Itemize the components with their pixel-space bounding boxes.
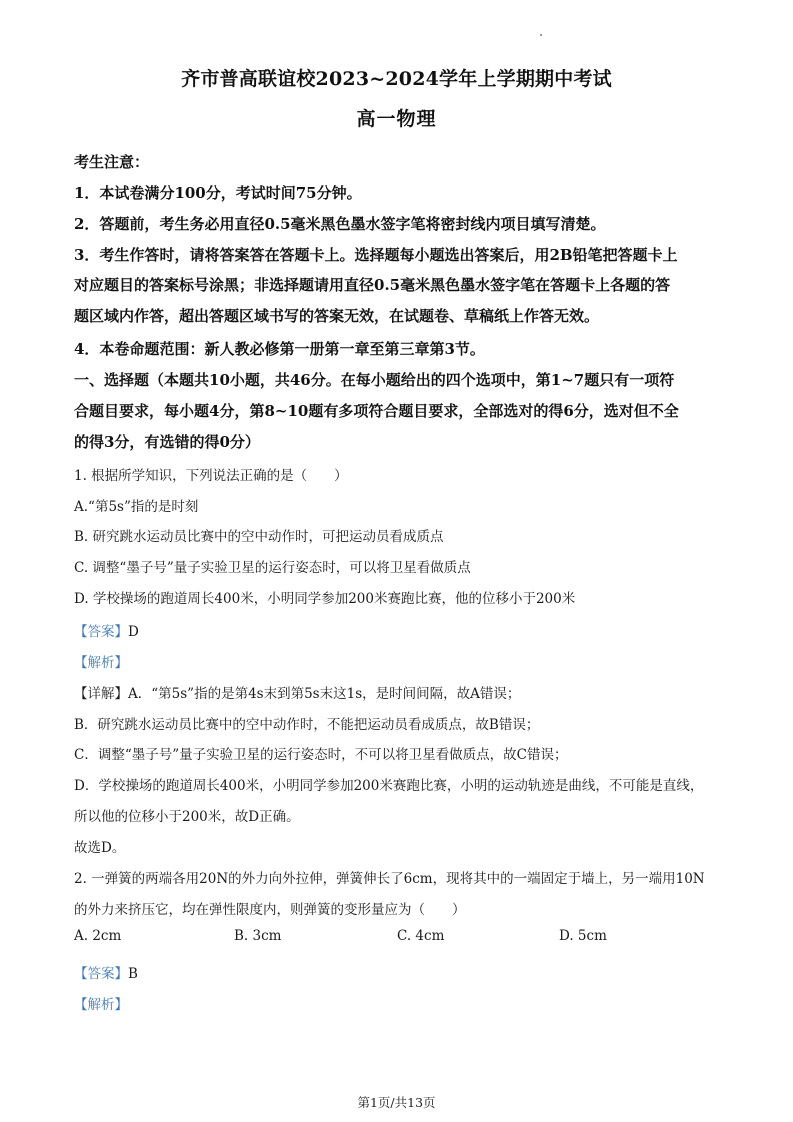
notice-item-4: 4．本卷命题范围：新人教必修第一册第一章至第三章第3节。 <box>74 340 485 358</box>
section-heading-line-1: 一、选择题（本题共10小题，共46分。在每小题给出的四个选项中，第1~7题只有一项符 <box>74 371 675 389</box>
exam-title: 齐市普高联谊校2023~2024学年上学期期中考试 <box>181 68 612 90</box>
q2-option-a: A. 2cm <box>74 928 122 944</box>
q1-option-b: B. 研究跳水运动员比赛中的空中动作时，可把运动员看成质点 <box>74 529 444 545</box>
exam-subject: 高一物理 <box>356 108 437 130</box>
q1-option-c: C. 调整“墨子号”量子实验卫星的运行姿态时，可以将卫星看做质点 <box>74 560 471 576</box>
answer-value: B <box>128 966 138 982</box>
q2-option-b: B. 3cm <box>234 928 282 944</box>
q1-detail-d-line-2: 所以他的位移小于200米，故D正确。 <box>74 809 300 825</box>
detail-a-text: A．“第5s”指的是第4s末到第5s末这1s，是时间间隔，故A错误； <box>128 686 521 702</box>
q1-analysis-label: 【解析】 <box>74 655 128 671</box>
q1-detail-a <box>74 682 520 702</box>
notice-item-3-line-2: 对应题目的答案标号涂黑；非选择题请用直径0.5毫米黑色墨水签字笔在答题卡上各题的答 <box>74 276 671 294</box>
q2-analysis-label: 【解析】 <box>74 997 128 1013</box>
answer-label: 【答案】 <box>74 966 128 982</box>
notice-item-3-line-1: 3．考生作答时，请将答案答在答题卡上。选择题每小题选出答案后，用2B铅笔把答题卡上 <box>74 246 678 264</box>
section-heading-line-3: 的得3分，有选错的得0分） <box>74 433 260 451</box>
q1-answer <box>74 620 139 640</box>
notice-item-2: 2．答题前，考生务必用直径0.5毫米黑色墨水签字笔将密封线内项目填写清楚。 <box>74 215 606 233</box>
answer-value: D <box>128 624 139 640</box>
q2-option-c: C. 4cm <box>397 928 445 944</box>
q1-option-d: D. 学校操场的跑道周长400米，小明同学参加200米赛跑比赛，他的位移小于200米 <box>74 591 576 607</box>
q2-answer <box>74 962 138 982</box>
q2-stem-line-2: 的外力来挤压它，均在弹性限度内，则弹簧的变形量应为（ ） <box>74 902 466 918</box>
notice-heading: 考生注意： <box>74 153 150 171</box>
q1-conclusion: 故选D。 <box>74 840 126 856</box>
notice-item-3-line-3: 题区域内作答，超出答题区域书写的答案无效，在试题卷、草稿纸上作答无效。 <box>74 307 600 325</box>
q1-stem: 1. 根据所学知识，下列说法正确的是（ ） <box>74 468 348 484</box>
q1-detail-d-line-1: D．学校操场的跑道周长400米，小明同学参加200米赛跑比赛，小明的运动轨迹是曲线，不可能是直线， <box>74 778 704 794</box>
page-footer: 第1页/共13页 <box>357 1095 436 1110</box>
detail-label: 【详解】 <box>74 686 128 702</box>
section-heading-line-2: 合题目要求，每小题4分，第8~10题有多项符合题目要求，全部选对的得6分，选对但不全 <box>74 402 679 420</box>
answer-label: 【答案】 <box>74 624 128 640</box>
q1-option-a: A.“第5s”指的是时刻 <box>74 499 199 515</box>
q1-detail-c: C．调整“墨子号”量子实验卫星的运行姿态时，不可以将卫星看做质点，故C错误； <box>74 747 568 763</box>
q2-stem-line-1: 2. 一弹簧的两端各用20N的外力向外拉伸，弹簧伸长了6cm，现将其中的一端固定于墙上，另一端用10N <box>74 871 705 887</box>
q1-detail-b: B．研究跳水运动员比赛中的空中动作时，不能把运动员看成质点，故B错误； <box>74 717 540 733</box>
notice-item-1: 1．本试卷满分100分，考试时间75分钟。 <box>74 184 362 202</box>
scan-speck <box>540 34 542 36</box>
q2-option-d: D. 5cm <box>559 928 607 944</box>
